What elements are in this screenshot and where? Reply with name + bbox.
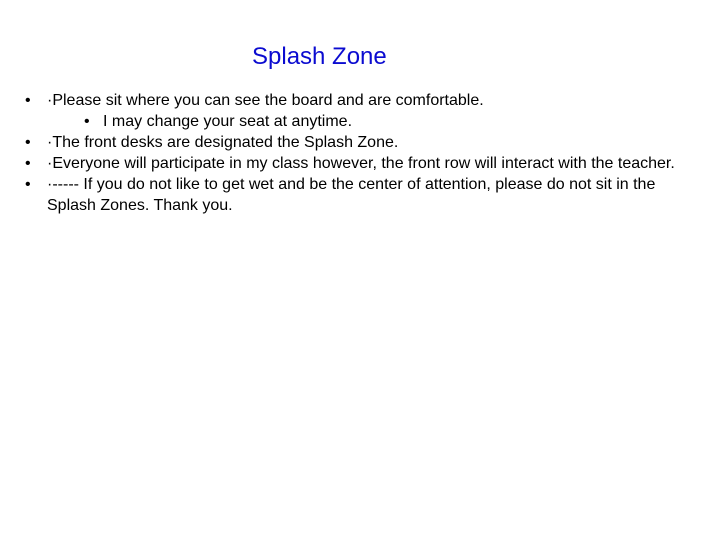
bullet-marker: • — [25, 155, 31, 172]
bullet-marker: • — [25, 134, 31, 151]
bullet-text-splash-warning: ·----- If you do not like to get wet and be the center of attention, please do not sit in the Splash Zones. Thank you. — [47, 176, 656, 214]
bullet-text-participation: ·Everyone will participate in my class however, the front row will interact with the teacher. — [47, 155, 675, 172]
bullet-item-participation — [0, 153, 707, 174]
sub-bullet-marker: • — [84, 113, 90, 130]
bullet-text-seating: ·Please sit where you can see the board and are comfortable. — [47, 92, 484, 109]
bullet-item-seat-change — [0, 111, 703, 132]
bullet-marker: • — [25, 92, 31, 109]
bullet-item-splash-warning — [0, 174, 707, 216]
bullet-text-seat-change: I may change your seat at anytime. — [103, 113, 353, 130]
bullet-list — [0, 90, 720, 216]
bullet-item-front-desks — [0, 132, 707, 153]
slide-title: Splash Zone — [252, 43, 387, 70]
bullet-marker: • — [25, 176, 31, 193]
bullet-item-seating — [0, 90, 707, 111]
bullet-text-front-desks: ·The front desks are designated the Splash Zone. — [47, 134, 399, 151]
